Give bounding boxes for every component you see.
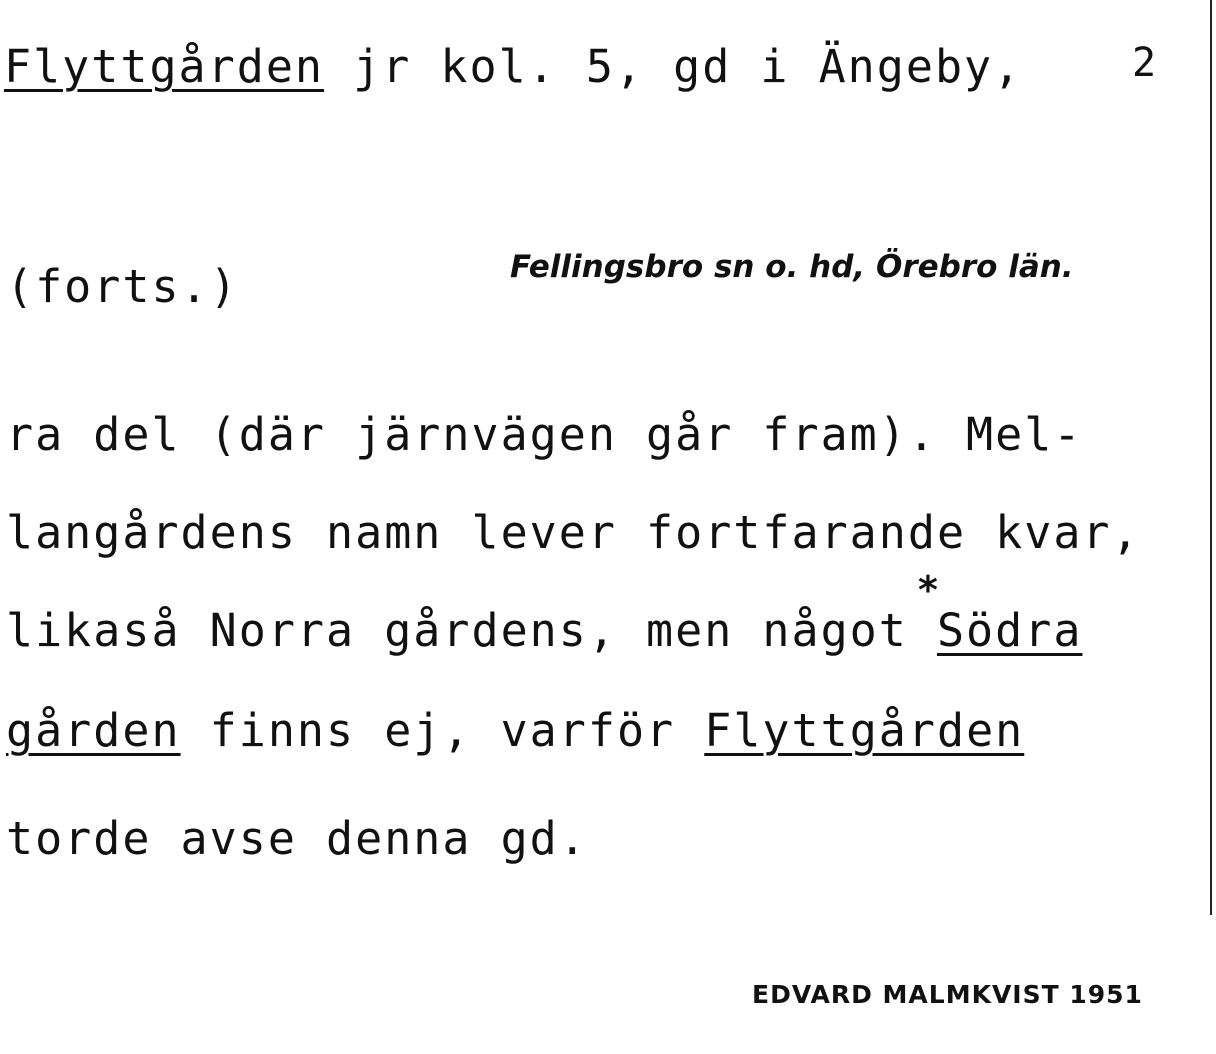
continued-marker: (forts.): [6, 260, 239, 313]
body-line-3-text: likaså Norra gårdens, men något: [6, 604, 937, 657]
body-line-4: [6, 704, 1025, 757]
parish-stamp: Fellingsbro sn o. hd, Örebro län.: [510, 249, 1074, 285]
underlined-sodra: Södra: [936, 604, 1083, 657]
underlined-flyttgarden: Flyttgården: [704, 704, 1025, 757]
page-number: 2: [1132, 40, 1157, 86]
body-line-1: ra del (där järnvägen går fram). Mel-: [6, 408, 1083, 461]
body-line-5: torde avse denna gd.: [6, 812, 588, 865]
card-edge-line: [1210, 0, 1212, 915]
body-line-4-text: finns ej, varför: [180, 704, 705, 757]
place-name: Flyttgården: [4, 40, 325, 93]
signature-stamp: EDVARD MALMKVIST 1951: [752, 980, 1143, 1009]
heading-details: jr kol. 5, gd i Ängeby,: [324, 40, 1023, 93]
body-line-2: langårdens namn lever fortfarande kvar,: [6, 506, 1141, 559]
body-line-3: [6, 604, 1083, 657]
asterisk-mark: *: [918, 568, 938, 612]
underlined-garden: gården: [6, 704, 181, 757]
card-heading: [4, 40, 1023, 93]
